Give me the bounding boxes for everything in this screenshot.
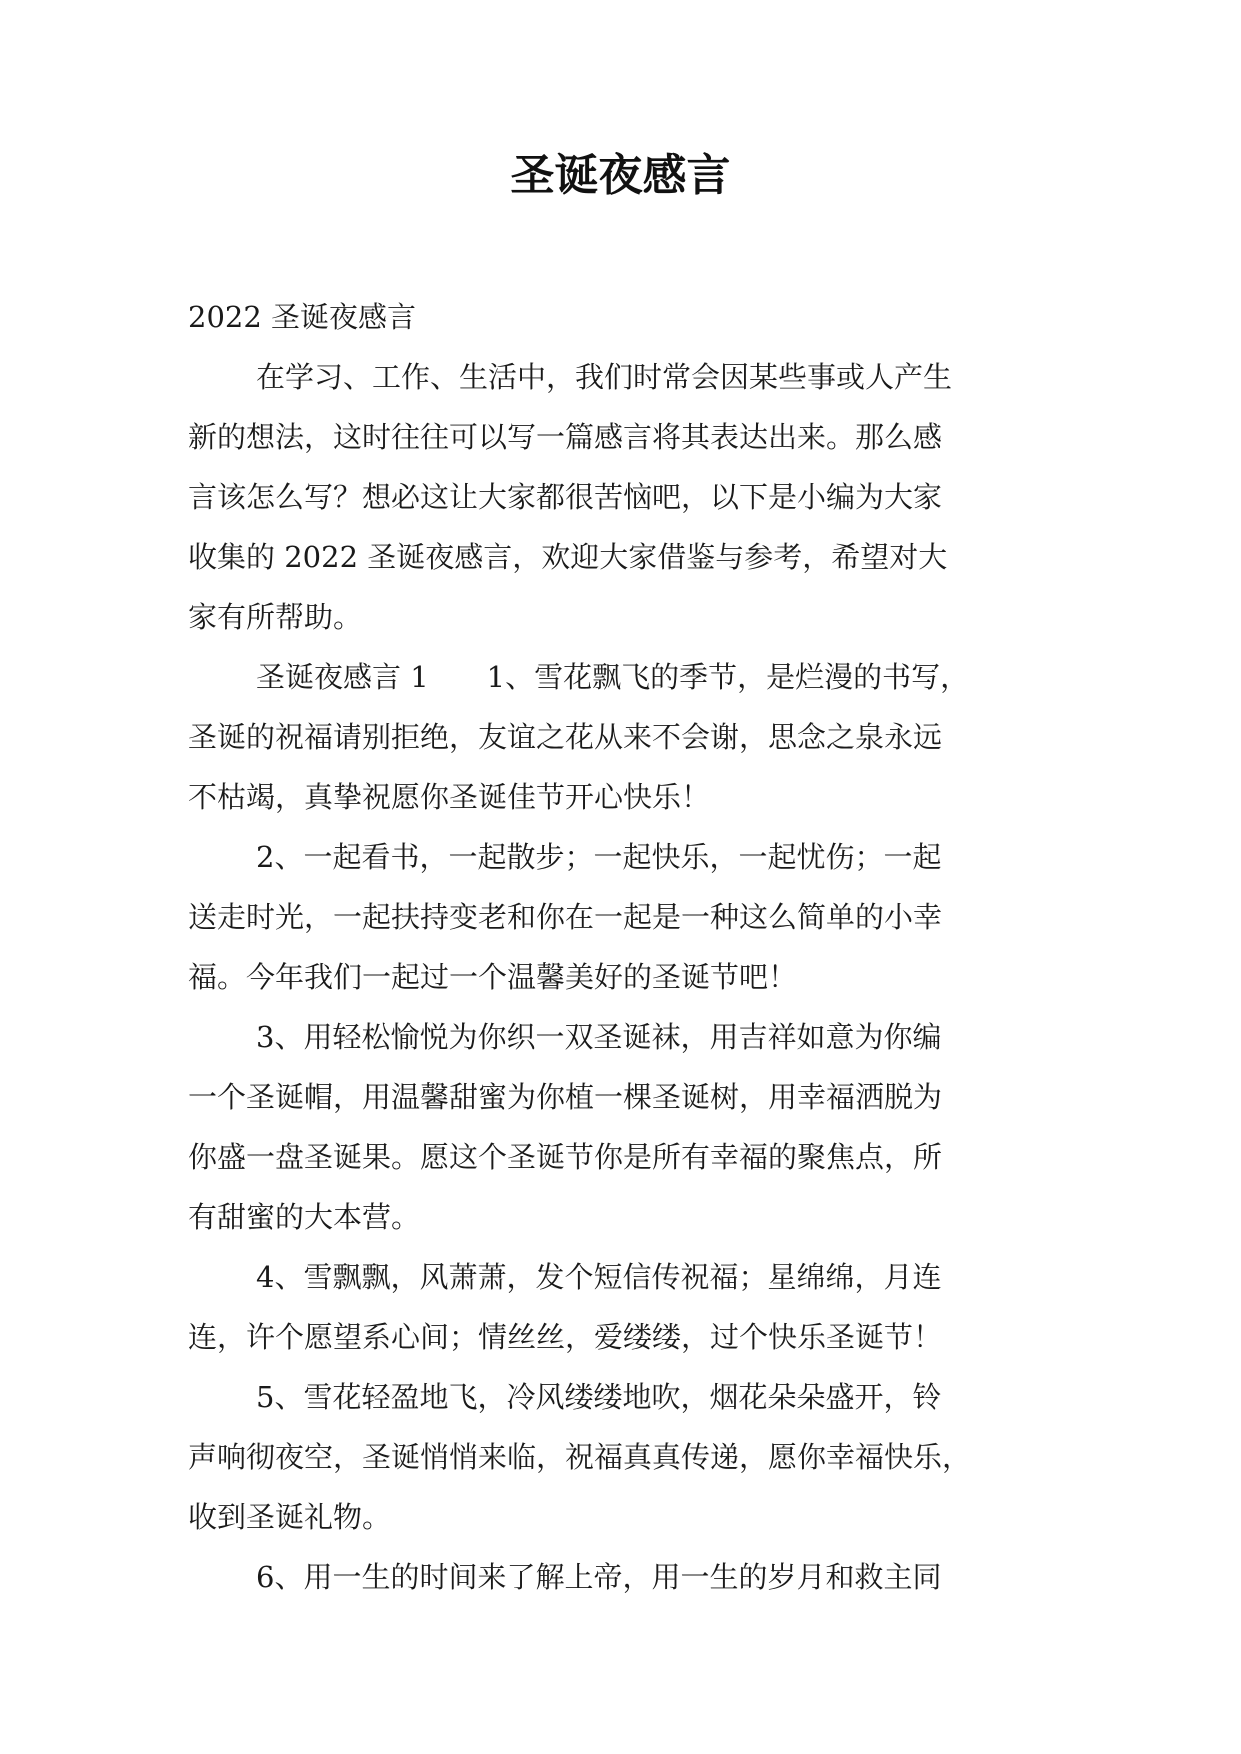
text-line: 6、用一生的时间来了解上帝，用一生的岁月和救主同 bbox=[256, 1560, 942, 1594]
text-line: 收到圣诞礼物。 bbox=[188, 1500, 392, 1534]
text-line: 声响彻夜空，圣诞悄悄来临，祝福真真传递，愿你幸福快乐， bbox=[188, 1440, 972, 1474]
text-line: 言该怎么写？想必这让大家都很苦恼吧，以下是小编为大家 bbox=[188, 480, 943, 514]
text-line: 2、一起看书，一起散步；一起快乐，一起忧伤；一起 bbox=[256, 840, 942, 874]
document-body bbox=[188, 287, 1068, 1607]
text-line: 2022 圣诞夜感言 bbox=[188, 300, 417, 334]
text-line: 福。今年我们一起过一个温馨美好的圣诞节吧！ bbox=[188, 960, 798, 994]
text-line: 一个圣诞帽，用温馨甜蜜为你植一棵圣诞树，用幸福洒脱为 bbox=[188, 1080, 943, 1114]
text-line: 5、雪花轻盈地飞，冷风缕缕地吹，烟花朵朵盛开，铃 bbox=[256, 1380, 942, 1414]
text-line: 你盛一盘圣诞果。愿这个圣诞节你是所有幸福的聚焦点，所 bbox=[188, 1140, 943, 1174]
text-line: 连，许个愿望系心间；情丝丝，爱缕缕，过个快乐圣诞节！ bbox=[188, 1320, 943, 1354]
document-title: 圣诞夜感言 bbox=[510, 150, 731, 201]
text-line: 收集的 2022 圣诞夜感言，欢迎大家借鉴与参考，希望对大 bbox=[188, 540, 948, 574]
text-line: 4、雪飘飘，风萧萧，发个短信传祝福；星绵绵，月连 bbox=[256, 1260, 942, 1294]
text-line: 在学习、工作、生活中，我们时常会因某些事或人产生 bbox=[256, 360, 953, 394]
text-line: 送走时光，一起扶持变老和你在一起是一种这么简单的小幸 bbox=[188, 900, 943, 934]
text-line: 新的想法，这时往往可以写一篇感言将其表达出来。那么感 bbox=[188, 420, 943, 454]
text-line: 有甜蜜的大本营。 bbox=[188, 1200, 421, 1234]
text-line: 不枯竭，真挚祝愿你圣诞佳节开心快乐！ bbox=[188, 780, 711, 814]
text-line: 圣诞的祝福请别拒绝，友谊之花从来不会谢，思念之泉永远 bbox=[188, 720, 943, 754]
text-line: 3、用轻松愉悦为你织一双圣诞袜，用吉祥如意为你编 bbox=[256, 1020, 942, 1054]
text-line: 圣诞夜感言 1 1、雪花飘飞的季节，是烂漫的书写， bbox=[256, 660, 970, 694]
text-line: 家有所帮助。 bbox=[188, 600, 363, 634]
